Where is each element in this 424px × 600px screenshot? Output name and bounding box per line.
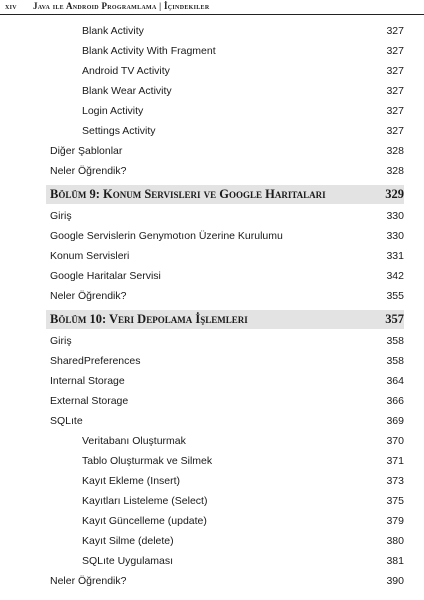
toc-entry[interactable] [50, 266, 404, 286]
toc-entry-label: Android TV Activity [82, 65, 170, 77]
toc-entry-label: Kayıt Güncelleme (update) [82, 515, 207, 527]
toc-page-number: 327 [386, 85, 404, 97]
toc-page-number: 364 [386, 375, 404, 387]
toc-page-number: 327 [386, 125, 404, 137]
toc-page-number: 369 [386, 415, 404, 427]
toc-entry-label: SharedPreferences [50, 355, 141, 367]
toc-page-number: 390 [386, 575, 404, 587]
toc-entry-label: Bölüm 9: Konum Servisleri ve Google Haritaları [50, 187, 326, 201]
toc-page-number: 328 [386, 165, 404, 177]
toc-page-number: 366 [386, 395, 404, 407]
toc-page-number: 358 [386, 355, 404, 367]
toc-entry-label: External Storage [50, 395, 129, 407]
toc-entry-label: Internal Storage [50, 375, 125, 387]
toc-entry[interactable] [50, 371, 404, 391]
toc-page-number: 330 [386, 230, 404, 242]
toc-entry[interactable] [50, 286, 404, 306]
toc-entry-label: Giriş [50, 210, 72, 222]
toc-page-number: 379 [386, 515, 404, 527]
toc-page-number: 327 [386, 105, 404, 117]
toc-page-number: 373 [386, 475, 404, 487]
toc-entry-label: Kayıtları Listeleme (Select) [82, 495, 208, 507]
toc-page-number: 327 [386, 25, 404, 37]
toc-page-number: 328 [386, 145, 404, 157]
toc-page-number: 380 [386, 535, 404, 547]
toc-subentry[interactable] [82, 101, 404, 121]
toc-subentry[interactable] [82, 471, 404, 491]
toc-entry-label: Veritabanı Oluşturmak [82, 435, 186, 447]
toc-subentry[interactable] [82, 491, 404, 511]
page-number: xiv [5, 1, 17, 11]
toc-entry-label: Google Haritalar Servisi [50, 270, 161, 282]
toc-page-number: 327 [386, 45, 404, 57]
toc-subentry[interactable] [82, 511, 404, 531]
toc-entry-label: Neler Öğrendik? [50, 290, 127, 302]
toc-entry-label: Blank Wear Activity [82, 85, 172, 97]
toc-page-number: 342 [386, 270, 404, 282]
toc-entry-label: SQLıte Uygulaması [82, 555, 174, 567]
toc-page-number: 370 [386, 435, 404, 447]
toc-entry-label: Google Servislerin Genymotıon Üzerine Kurulumu [50, 230, 283, 242]
toc-subentry[interactable] [82, 531, 404, 551]
toc-entry[interactable] [50, 161, 404, 181]
toc-subentry[interactable] [82, 61, 404, 81]
toc-entry-label: Neler Öğrendik? [50, 575, 127, 587]
toc-page-number: 358 [386, 335, 404, 347]
toc-page-number: 331 [386, 250, 404, 262]
toc-entry-label: Neler Öğrendik? [50, 165, 127, 177]
toc-entry-label: Giriş [50, 335, 72, 347]
toc-page-number: 329 [385, 187, 404, 201]
running-title: Java ile Android Programlama | İçindekiler [33, 1, 210, 11]
toc-entry[interactable] [50, 351, 404, 371]
toc-entry[interactable] [50, 206, 404, 226]
toc-subentry[interactable] [82, 551, 404, 571]
toc-entry-label: Kayıt Silme (delete) [82, 535, 174, 547]
toc-entry[interactable] [50, 571, 404, 591]
toc-page-number: 381 [386, 555, 404, 567]
toc-subentry[interactable] [82, 81, 404, 101]
chapter-heading[interactable] [46, 310, 404, 329]
toc-entry-label: Bölüm 10: Veri Depolama İşlemleri [50, 312, 248, 326]
chapter-heading[interactable] [46, 185, 404, 204]
toc-entry-label: Blank Activity [82, 25, 144, 37]
toc-subentry[interactable] [82, 41, 404, 61]
toc-entry[interactable] [50, 331, 404, 351]
toc-entry-label: Konum Servisleri [50, 250, 130, 262]
toc-page-number: 327 [386, 65, 404, 77]
toc-entry[interactable] [50, 226, 404, 246]
toc-entry[interactable] [50, 391, 404, 411]
toc-entry-label: Settings Activity [82, 125, 156, 137]
toc-entry[interactable] [50, 411, 404, 431]
toc-entry-label: Blank Activity With Fragment [82, 45, 216, 57]
toc-entry[interactable] [50, 141, 404, 161]
toc-subentry[interactable] [82, 21, 404, 41]
toc-page-number: 371 [386, 455, 404, 467]
toc-subentry[interactable] [82, 431, 404, 451]
toc-page-number: 355 [386, 290, 404, 302]
toc-entry-label: Tablo Oluşturmak ve Silmek [82, 455, 213, 467]
toc-page-number: 375 [386, 495, 404, 507]
toc-entry-label: Diğer Şablonlar [50, 145, 123, 157]
toc-subentry[interactable] [82, 121, 404, 141]
toc-entry-label: SQLıte [50, 415, 83, 427]
toc-entry[interactable] [50, 246, 404, 266]
toc-subentry[interactable] [82, 451, 404, 471]
toc-entry-label: Kayıt Ekleme (Insert) [82, 475, 181, 487]
toc-page-number: 330 [386, 210, 404, 222]
toc-page-number: 357 [385, 312, 404, 326]
toc-entry-label: Login Activity [82, 105, 144, 117]
